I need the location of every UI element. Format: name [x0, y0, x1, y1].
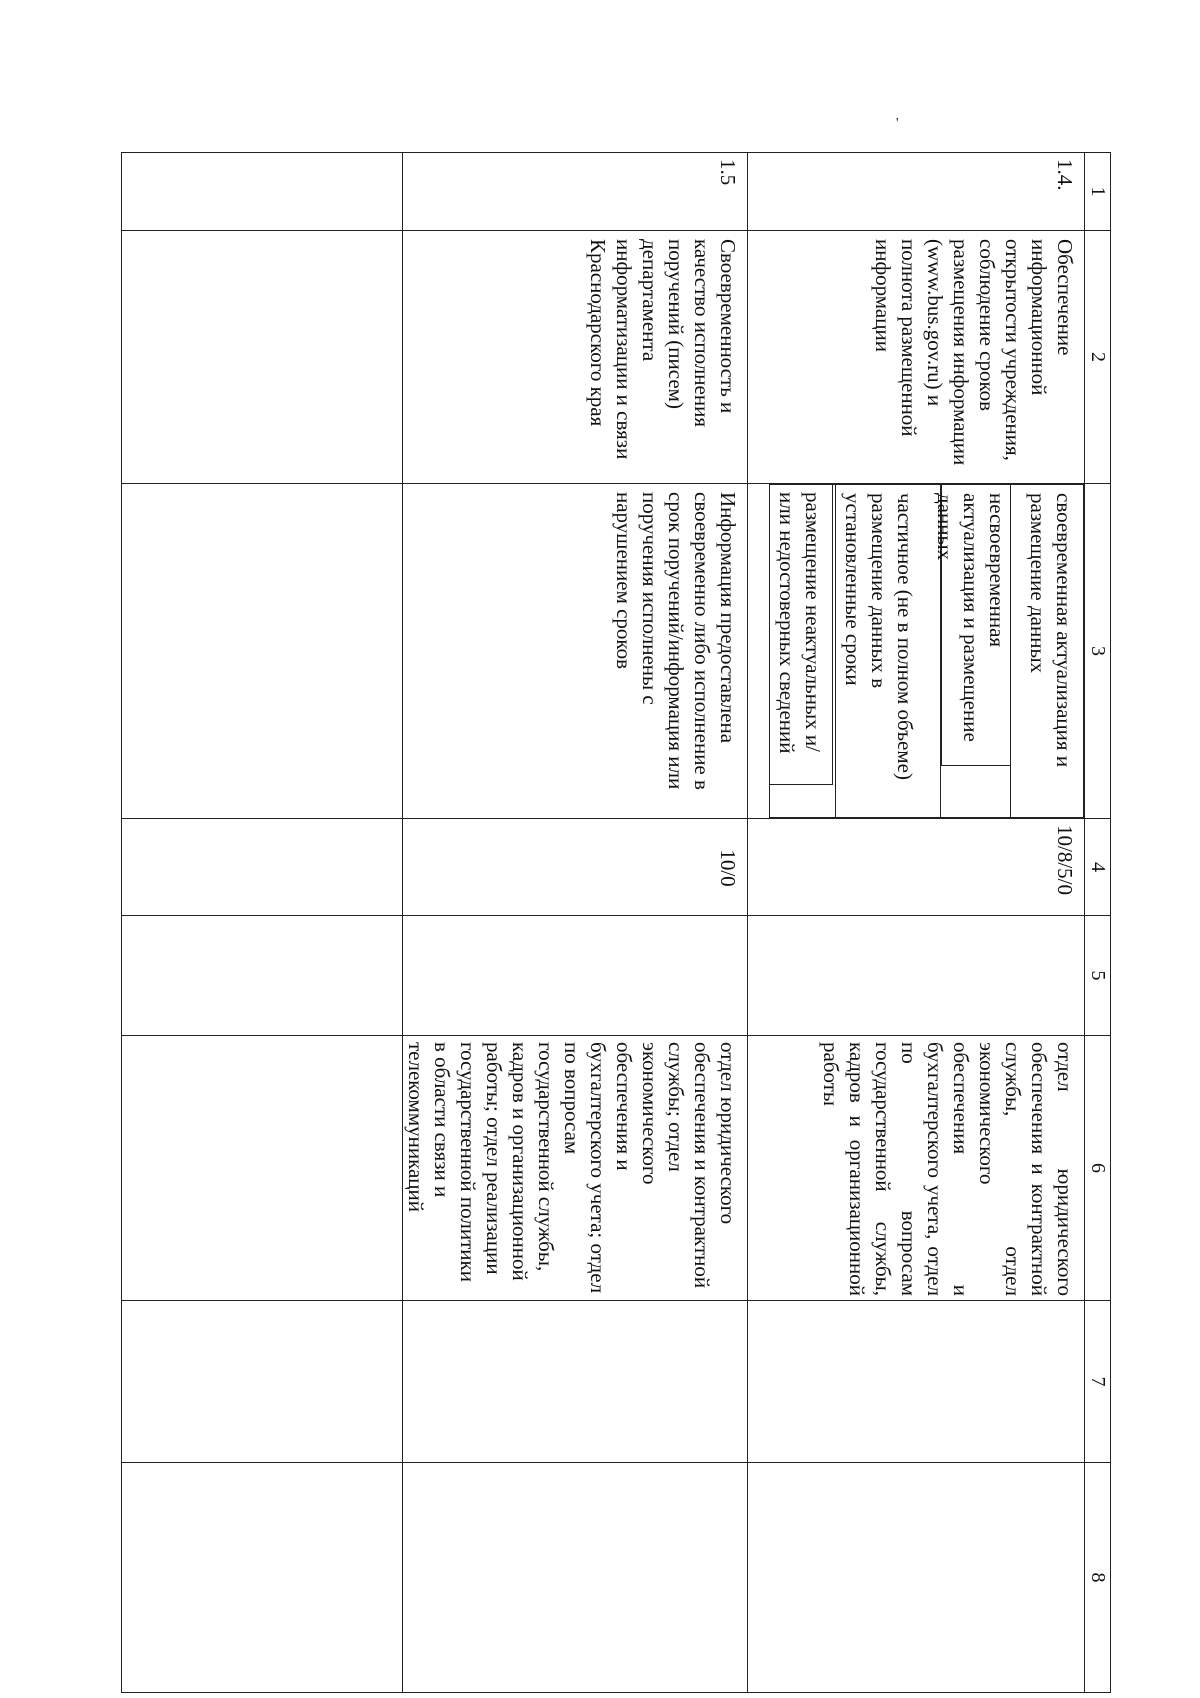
col7-cell — [748, 1301, 1085, 1463]
col5-cell — [748, 916, 1085, 1036]
col-header-6: 6 — [1085, 1036, 1111, 1301]
indicator-cell: Своевременность и качество исполнения поручений (писем) департамента информатизации и связи Краснодарского края — [403, 231, 748, 484]
criterion-box — [933, 485, 1010, 766]
col-header-7: 7 — [1085, 1301, 1111, 1463]
points-cell: 10/8/5/0 — [748, 819, 1085, 916]
col-header-2: 2 — [1085, 231, 1111, 484]
criterion-item: несвоевременная актуализация и размещение данных — [933, 493, 1009, 742]
col5-cell — [122, 916, 403, 1036]
criteria-table — [121, 152, 1111, 1693]
criterion-item: частичное (не в полном объеме) размещение данных в установленные сроки — [841, 493, 917, 780]
header-row — [1085, 153, 1111, 1693]
criteria-cell — [122, 484, 403, 819]
criteria-cell — [748, 484, 1085, 819]
criterion-item: размещение неактуальных и/или недостоверных сведений — [775, 492, 825, 754]
responsible-cell: отдел юридического обеспечения и контрактной службы; отдел экономического обеспечения и бухгалтерского учета; отдел по вопросам государственной службы, кадров и организационной работы; отдел реализации государственной политики в области связи и телекоммуникаций — [403, 1036, 748, 1301]
points-cell: 10/0 — [403, 819, 748, 916]
col-header-4: 4 — [1085, 819, 1111, 916]
col7-cell — [403, 1301, 748, 1463]
col7-cell — [122, 1301, 403, 1463]
col8-cell — [403, 1463, 748, 1693]
responsible-cell — [122, 1036, 403, 1301]
responsible-cell: отдел юридического обеспечения и контрактной службы, отдел экономического обеспечения и бухгалтерского учета, отдел по вопросам государственной службы, кадров и организационной работы — [748, 1036, 1085, 1301]
criterion-box — [770, 484, 833, 785]
table-row — [748, 153, 1085, 1693]
table-row — [122, 153, 403, 1693]
col-header-8: 8 — [1085, 1463, 1111, 1693]
col8-cell — [748, 1463, 1085, 1693]
row-number: 1.4. — [748, 153, 1085, 231]
col8-cell — [122, 1463, 403, 1693]
col-header-1: 1 — [1085, 153, 1111, 231]
scan-mark: ' — [896, 116, 899, 131]
indicator-cell — [122, 231, 403, 484]
row-number — [122, 153, 403, 231]
row-number: 1.5 — [403, 153, 748, 231]
criteria-subtable — [769, 484, 1084, 818]
rotated-table-page — [121, 152, 1111, 1692]
col5-cell — [403, 916, 748, 1036]
points-cell — [122, 819, 403, 916]
criterion-item: своевременная актуализация и размещение данных — [1026, 493, 1076, 768]
criteria-cell: Информация предоставлена своевременно либо исполнение в срок поручений/информация или поручения исполнены с нарушением сроков — [403, 484, 748, 819]
col-header-5: 5 — [1085, 916, 1111, 1036]
indicator-cell: Обеспечение информационной открытости учреждения, соблюдение сроков размещения информации (www.bus.gov.ru) и полнота размещенной информации — [748, 231, 1085, 484]
table-row — [403, 153, 748, 1693]
col-header-3: 3 — [1085, 484, 1111, 819]
